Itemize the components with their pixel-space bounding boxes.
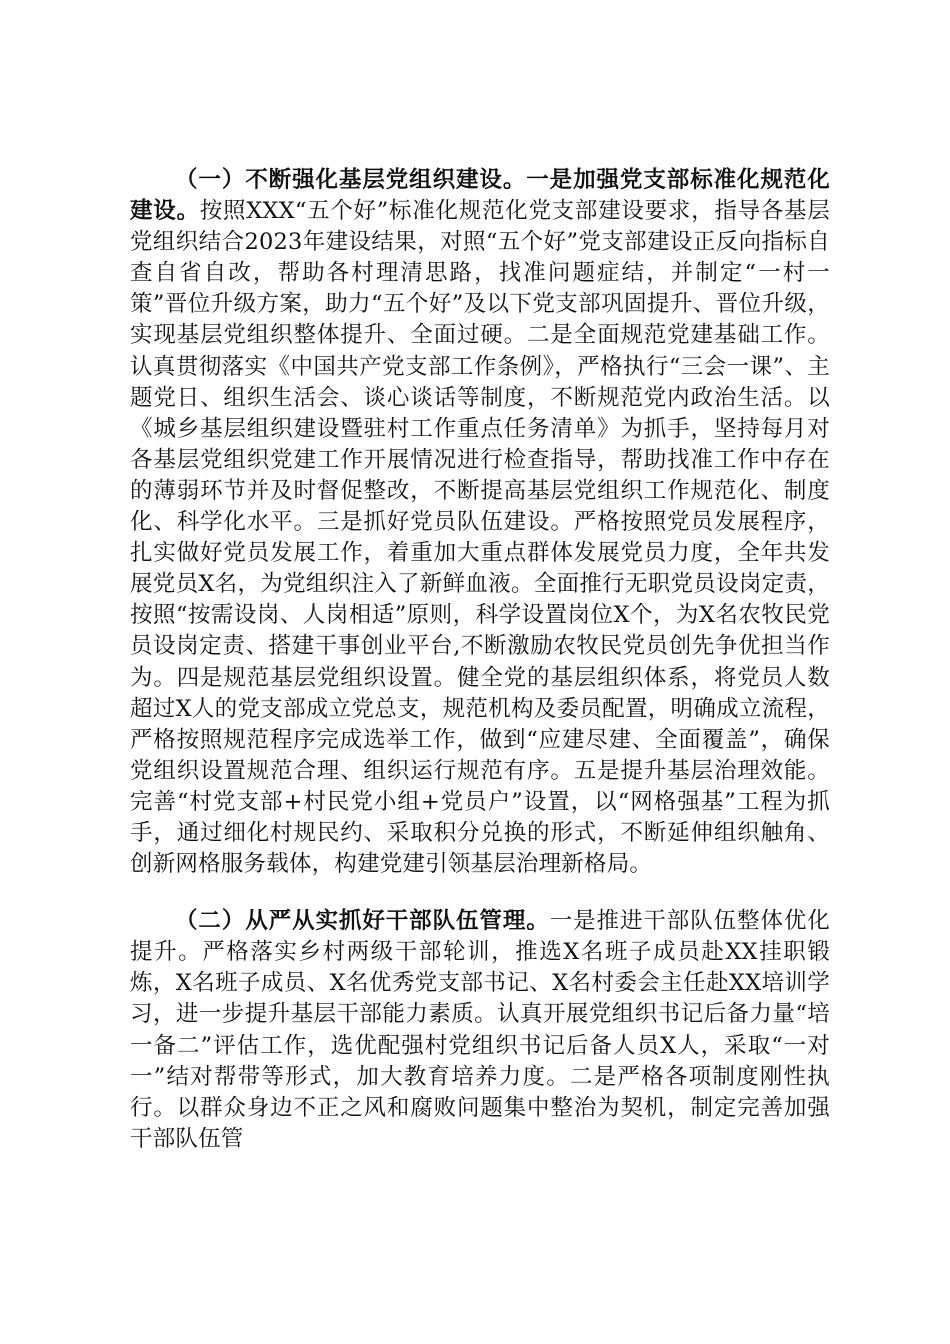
section-heading-2: （二）从严从实抓好干部队伍管理。 — [175, 908, 550, 935]
paragraph-body-1: 按照XXX“五个好”标准化规范化党支部建设要求，指导各基层党组织结合2023年建设结果，对照“五个好”党支部建设正反向指标自查自省自改，帮助各村理清思路，找准问题症结，并制定“一村一策”晋位升级方案，助力“五个好”及以下党支部巩固提升、晋位升级，实现基层党组织整体提升、全面过硬。二是全面规范党建基础工作。认真贯彻落实《中国共产党支部工作条例》，严格执行“三会一课”、主题党日、组织生活会、谈心谈话等制度，不断规范党内政治生活。以《城乡基层组织建设暨驻村工作重点任务清单》为抓手，坚持每月对各基层党组织党建工作开展情况进行检查指导，帮助找准工作中存在的薄弱环节并及时督促整改，不断提高基层党组织工作规范化、制度化、科学化水平。三是抓好党员队伍建设。严格按照党员发展程序，扎实做好党员发展工作，着重加大重点群体发展党员力度，全年共发展党员X名，为党组织注入了新鲜血液。全面推行无职党员设岗定责，按照“按需设岗、人岗相适”原则，科学设置岗位X个，为X名农牧民党员设岗定责、搭建干事创业平台,不断激励农牧民党员创先争优担当作为。四是规范基层党组织设置。健全党的基层组织体系，将党员人数超过X人的党支部成立党总支，规范机构及委员配置，明确成立流程，严格按照规范程序完成选举工作，做到“应建尽建、全面覆盖”，确保党组织设置规范合理、组织运行规范有序。五是提升基层治理效能。完善“村党支部+村民党小组+党员户”设置，以“网格强基”工程为抓手，通过细化村规民约、采取积分兑换的形式，不断延伸组织触角、创新网格服务载体，构建党建引领基层治理新格局。 — [130, 198, 830, 878]
document-page — [130, 165, 830, 1155]
paragraph-lead-1: 一是加强党支部标准化规范化建设。 — [130, 167, 830, 225]
paragraph-1 — [130, 165, 830, 880]
paragraph-body-2: 一是推进干部队伍整体优化提升。严格落实乡村两级干部轮训，推选X名班子成员赴XX挂职锻炼，X名班子成员、X名优秀党支部书记、X名村委会主任赴XX培训学习，进一步提升基层干部能力素质。认真开展党组织书记后备力量“培一备二”评估工作，选优配强村党组织书记后备人员X人，采取“一对一”结对帮带等形式，加大教育培养力度。二是严格各项制度刚性执行。以群众身边不正之风和腐败问题集中整治为契机，制定完善加强干部队伍管 — [130, 908, 831, 1152]
paragraph-2 — [130, 906, 830, 1155]
section-heading-1: （一）不断强化基层党组织建设。 — [175, 167, 527, 193]
